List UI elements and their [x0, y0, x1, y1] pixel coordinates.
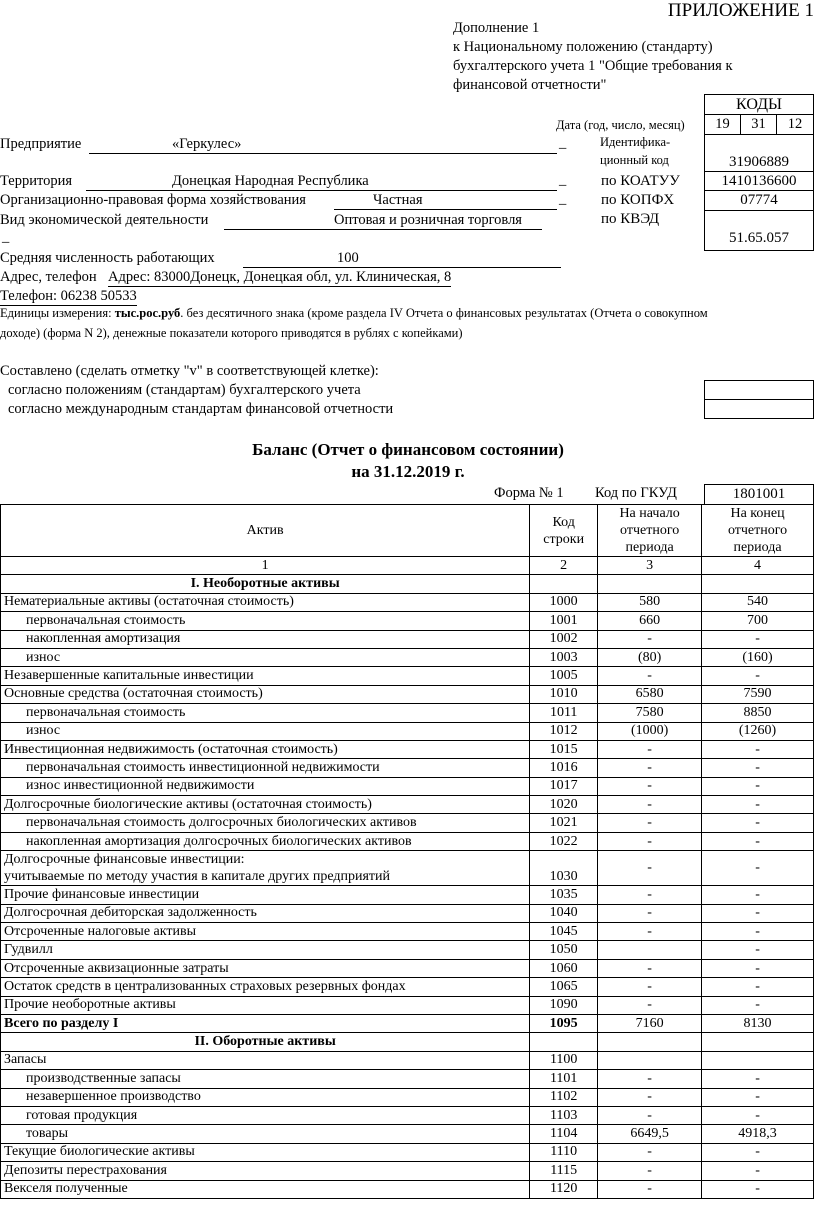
table-row [1, 759, 814, 777]
dash: _ [2, 229, 10, 245]
row-end-value: - [702, 959, 814, 977]
row-code: 1115 [530, 1162, 598, 1180]
org-form-code-label: по КОПФХ [601, 192, 675, 208]
activity-code-label: по КВЭД [601, 211, 660, 227]
row-name-line: учитываемые по методу участия в капитале других предприятий [4, 869, 391, 885]
row-begin-value: - [598, 630, 702, 648]
row-end-value: - [702, 777, 814, 795]
table-row [1, 959, 814, 977]
row-code: 1022 [530, 832, 598, 850]
section-row [1, 575, 814, 593]
row-end-value: - [702, 832, 814, 850]
row-code: 1020 [530, 796, 598, 814]
row-begin-value: - [598, 904, 702, 922]
table-row [1, 1106, 814, 1124]
row-name: Прочие финансовые инвестиции [1, 886, 530, 904]
table-row [1, 704, 814, 722]
supplement-line: Дополнение 1 [453, 20, 540, 36]
row-end-value: - [702, 1180, 814, 1198]
row-begin-value: - [598, 1162, 702, 1180]
units-prefix: Единицы измерения: [0, 306, 115, 320]
row-name: первоначальная стоимость [1, 612, 530, 630]
table-row [1, 740, 814, 758]
row-code: 1035 [530, 886, 598, 904]
headcount-label: Средняя численность работающих [0, 250, 215, 266]
form-label: Форма № 1 [494, 485, 564, 501]
activity-value: Оптовая и розничная торговля [334, 212, 522, 228]
row-code [530, 1033, 598, 1051]
row-end-value: (1260) [702, 722, 814, 740]
row-name: производственные запасы [1, 1070, 530, 1088]
row-name: Текущие биологические активы [1, 1143, 530, 1161]
row-code: 1016 [530, 759, 598, 777]
report-title: Баланс (Отчет о финансовом состоянии) [252, 440, 564, 459]
col-header-begin-3: периода [625, 540, 674, 555]
row-end-value: 540 [702, 593, 814, 611]
row-begin-value [598, 941, 702, 959]
row-code: 1010 [530, 685, 598, 703]
row-begin-value [598, 1051, 702, 1069]
row-code: 1000 [530, 593, 598, 611]
row-code: 1021 [530, 814, 598, 832]
row-code: 1040 [530, 904, 598, 922]
row-code: 1003 [530, 648, 598, 666]
date-day: 31 [740, 114, 777, 135]
territory-label: Территория [0, 173, 73, 189]
dash: _ [559, 191, 567, 207]
row-name: Инвестиционная недвижимость (остаточная стоимость) [1, 740, 530, 758]
row-name: Всего по разделу I [1, 1014, 530, 1032]
row-end-value: 700 [702, 612, 814, 630]
col-header-begin-1: На начало [619, 506, 680, 521]
activity-label: Вид экономической деятельности [0, 212, 209, 228]
col-header-code [530, 505, 598, 557]
row-name: I. Необоротные активы [1, 575, 530, 593]
row-name: Нематериальные активы (остаточная стоимость) [1, 593, 530, 611]
col-number: 4 [702, 557, 814, 575]
supplement-line: финансовой отчетности" [453, 77, 607, 93]
row-code: 1012 [530, 722, 598, 740]
col-header-end-3: периода [733, 540, 782, 555]
table-row [1, 1051, 814, 1069]
org-form-label: Организационно-правовая форма хозяйствования [0, 192, 306, 208]
row-name: Основные средства (остаточная стоимость) [1, 685, 530, 703]
row-name: износ [1, 722, 530, 740]
date-label: Дата (год, число, месяц) [556, 118, 685, 132]
row-code: 1011 [530, 704, 598, 722]
row-name: Долгосрочные биологические активы (остаточная стоимость) [1, 796, 530, 814]
row-end-value: - [702, 796, 814, 814]
row-code [530, 575, 598, 593]
table-row [1, 1125, 814, 1143]
table-row [1, 851, 814, 886]
row-code: 1005 [530, 667, 598, 685]
table-row [1, 1088, 814, 1106]
row-code: 1101 [530, 1070, 598, 1088]
row-name [1, 851, 530, 886]
table-row [1, 630, 814, 648]
table-row [1, 814, 814, 832]
enterprise-value: «Геркулес» [172, 136, 242, 152]
row-code: 1017 [530, 777, 598, 795]
table-row [1, 1180, 814, 1198]
activity-code: 51.65.057 [729, 230, 789, 246]
compiled-option-2: согласно международным стандартам финансовой отчетности [8, 401, 394, 417]
row-end-value: - [702, 630, 814, 648]
territory-code: 1410136600 [704, 171, 814, 191]
row-code: 1065 [530, 978, 598, 996]
table-row [1, 941, 814, 959]
col-number: 2 [530, 557, 598, 575]
table-row [1, 612, 814, 630]
row-code: 1015 [530, 740, 598, 758]
row-name: Прочие необоротные активы [1, 996, 530, 1014]
row-code: 1045 [530, 923, 598, 941]
row-end-value: - [702, 1143, 814, 1161]
row-name: Векселя полученные [1, 1180, 530, 1198]
table-row [1, 1162, 814, 1180]
row-end-value: - [702, 667, 814, 685]
org-form-value: Частная [373, 192, 423, 208]
date-year: 19 [704, 114, 741, 135]
row-name: Депозиты перестрахования [1, 1162, 530, 1180]
headcount-value: 100 [337, 250, 359, 266]
column-numbers-row [1, 557, 814, 575]
territory-code-label: по КОАТУУ [601, 173, 680, 189]
territory-value: Донецкая Народная Республика [172, 173, 369, 189]
row-begin-value: - [598, 832, 702, 850]
row-begin-value: - [598, 1143, 702, 1161]
row-begin-value [598, 575, 702, 593]
table-row [1, 796, 814, 814]
compiled-checkbox-2[interactable] [704, 399, 814, 419]
org-form-code: 07774 [704, 190, 814, 211]
row-begin-value: 6649,5 [598, 1125, 702, 1143]
gkud-code: 1801001 [704, 484, 814, 505]
row-code: 1103 [530, 1106, 598, 1124]
row-begin-value: - [598, 814, 702, 832]
table-row [1, 593, 814, 611]
row-end-value: - [702, 996, 814, 1014]
row-begin-value: - [598, 759, 702, 777]
codes-title: КОДЫ [704, 94, 814, 115]
col-header-active: Актив [1, 505, 530, 557]
compiled-option-1: согласно положениям (стандартам) бухгалтерского учета [8, 382, 361, 398]
date-month: 12 [776, 114, 814, 135]
row-name: накопленная амортизация долгосрочных биологических активов [1, 832, 530, 850]
row-begin-value: - [598, 796, 702, 814]
row-code: 1001 [530, 612, 598, 630]
row-code: 1102 [530, 1088, 598, 1106]
row-name: накопленная амортизация [1, 630, 530, 648]
row-name: износ инвестиционной недвижимости [1, 777, 530, 795]
id-code-label-2: ционный код [600, 153, 669, 167]
row-end-value: - [702, 886, 814, 904]
supplement-line: к Национальному положению (стандарту) [453, 39, 713, 55]
row-code: 1104 [530, 1125, 598, 1143]
col-header-end-1: На конец [730, 506, 785, 521]
row-end-value: - [702, 923, 814, 941]
row-name: незавершенное производство [1, 1088, 530, 1106]
row-begin-value [598, 1033, 702, 1051]
col-header-code-1: Код [552, 514, 575, 530]
row-end-value: - [702, 851, 814, 886]
address-label: Адрес, телефон [0, 269, 97, 285]
row-name: износ [1, 648, 530, 666]
row-begin-value: (80) [598, 648, 702, 666]
row-begin-value: 7160 [598, 1014, 702, 1032]
row-name: Остаток средств в централизованных страховых резервных фондах [1, 978, 530, 996]
table-row [1, 1070, 814, 1088]
report-date: на 31.12.2019 г. [351, 462, 465, 481]
row-begin-value: - [598, 1070, 702, 1088]
table-row [1, 923, 814, 941]
units-line-1 [0, 306, 708, 321]
row-begin-value: - [598, 959, 702, 977]
row-end-value: - [702, 759, 814, 777]
enterprise-line [89, 136, 557, 154]
row-end-value: - [702, 1106, 814, 1124]
table-row [1, 1143, 814, 1161]
row-begin-value: - [598, 667, 702, 685]
row-begin-value: - [598, 996, 702, 1014]
supplement-note [453, 19, 733, 95]
row-begin-value: 660 [598, 612, 702, 630]
row-begin-value: - [598, 777, 702, 795]
section-row [1, 1033, 814, 1051]
row-end-value: - [702, 941, 814, 959]
row-end-value [702, 1033, 814, 1051]
compiled-title: Составлено (сделать отметку "v" в соответствующей клетке): [0, 363, 379, 379]
row-end-value: 8850 [702, 704, 814, 722]
id-code-label-1: Идентифика- [600, 135, 671, 149]
row-name: Запасы [1, 1051, 530, 1069]
col-header-end [702, 505, 814, 557]
row-begin-value: - [598, 923, 702, 941]
row-end-value [702, 575, 814, 593]
headcount-line [243, 250, 561, 268]
row-name: Незавершенные капитальные инвестиции [1, 667, 530, 685]
col-number: 1 [1, 557, 530, 575]
table-row [1, 685, 814, 703]
row-code: 1002 [530, 630, 598, 648]
supplement-line: бухгалтерского учета 1 "Общие требования к [453, 58, 733, 74]
org-form-line [334, 192, 557, 210]
row-begin-value: - [598, 978, 702, 996]
table-row [1, 832, 814, 850]
col-header-end-2: отчетного [727, 523, 788, 538]
row-code: 1090 [530, 996, 598, 1014]
row-begin-value: - [598, 851, 702, 886]
appendix-title: ПРИЛОЖЕНИЕ 1 [667, 0, 814, 21]
row-begin-value: - [598, 1106, 702, 1124]
row-end-value: 8130 [702, 1014, 814, 1032]
row-end-value: 4918,3 [702, 1125, 814, 1143]
row-code: 1095 [530, 1014, 598, 1032]
compiled-checkbox-1[interactable] [704, 380, 814, 400]
row-code: 1050 [530, 941, 598, 959]
row-end-value: - [702, 1070, 814, 1088]
units-unit: тыс.рос.руб [114, 306, 181, 320]
row-begin-value: - [598, 1180, 702, 1198]
total-row [1, 1014, 814, 1032]
gkud-label: Код по ГКУД [595, 485, 677, 501]
row-end-value: - [702, 1088, 814, 1106]
col-header-begin-2: отчетного [620, 523, 680, 538]
col-number: 3 [598, 557, 702, 575]
units-line-2: доходе) (форма N 2), денежные показатели которого приводятся в рублях с копейками) [0, 326, 463, 340]
row-code: 1120 [530, 1180, 598, 1198]
row-name: первоначальная стоимость [1, 704, 530, 722]
row-name-line: Долгосрочные финансовые инвестиции: [4, 852, 245, 868]
row-begin-value: 7580 [598, 704, 702, 722]
row-name: первоначальная стоимость инвестиционной недвижимости [1, 759, 530, 777]
row-end-value: 7590 [702, 685, 814, 703]
row-begin-value: (1000) [598, 722, 702, 740]
col-header-code-2: строки [543, 531, 585, 547]
row-end-value: - [702, 814, 814, 832]
row-begin-value: - [598, 740, 702, 758]
enterprise-code: 31906889 [729, 154, 789, 170]
row-name: Долгосрочная дебиторская задолженность [1, 904, 530, 922]
dash: _ [559, 172, 567, 188]
phone: Телефон: 06238 50533 [0, 288, 137, 304]
row-name: Отсроченные аквизационные затраты [1, 959, 530, 977]
row-end-value: - [702, 978, 814, 996]
row-end-value: (160) [702, 648, 814, 666]
table-row [1, 777, 814, 795]
row-end-value: - [702, 740, 814, 758]
row-name: первоначальная стоимость долгосрочных биологических активов [1, 814, 530, 832]
balance-table [0, 504, 814, 1199]
enterprise-label: Предприятие [0, 136, 82, 152]
row-begin-value: - [598, 1088, 702, 1106]
row-end-value: - [702, 904, 814, 922]
dash: _ [559, 135, 567, 151]
row-code: 1100 [530, 1051, 598, 1069]
row-end-value: - [702, 1162, 814, 1180]
table-row [1, 886, 814, 904]
row-begin-value: 6580 [598, 685, 702, 703]
table-row [1, 978, 814, 996]
row-code: 1110 [530, 1143, 598, 1161]
col-header-begin [598, 505, 702, 557]
table-row [1, 904, 814, 922]
row-code: 1030 [530, 851, 598, 886]
table-row [1, 722, 814, 740]
units-rest: . без десятичного знака (кроме раздела IV Отчета о финансовых результатах (Отчета о совокупном [180, 306, 708, 320]
row-name: Отсроченные налоговые активы [1, 923, 530, 941]
table-row [1, 996, 814, 1014]
row-end-value [702, 1051, 814, 1069]
address-value: Адрес: 83000Донецк, Донецкая обл, ул. Клиническая, 8 [108, 269, 452, 285]
row-name: Гудвилл [1, 941, 530, 959]
row-name: товары [1, 1125, 530, 1143]
table-row [1, 667, 814, 685]
row-name: II. Оборотные активы [1, 1033, 530, 1051]
row-begin-value: 580 [598, 593, 702, 611]
row-code: 1060 [530, 959, 598, 977]
row-begin-value: - [598, 886, 702, 904]
table-header [1, 505, 814, 557]
table-row [1, 648, 814, 666]
row-name: готовая продукция [1, 1106, 530, 1124]
